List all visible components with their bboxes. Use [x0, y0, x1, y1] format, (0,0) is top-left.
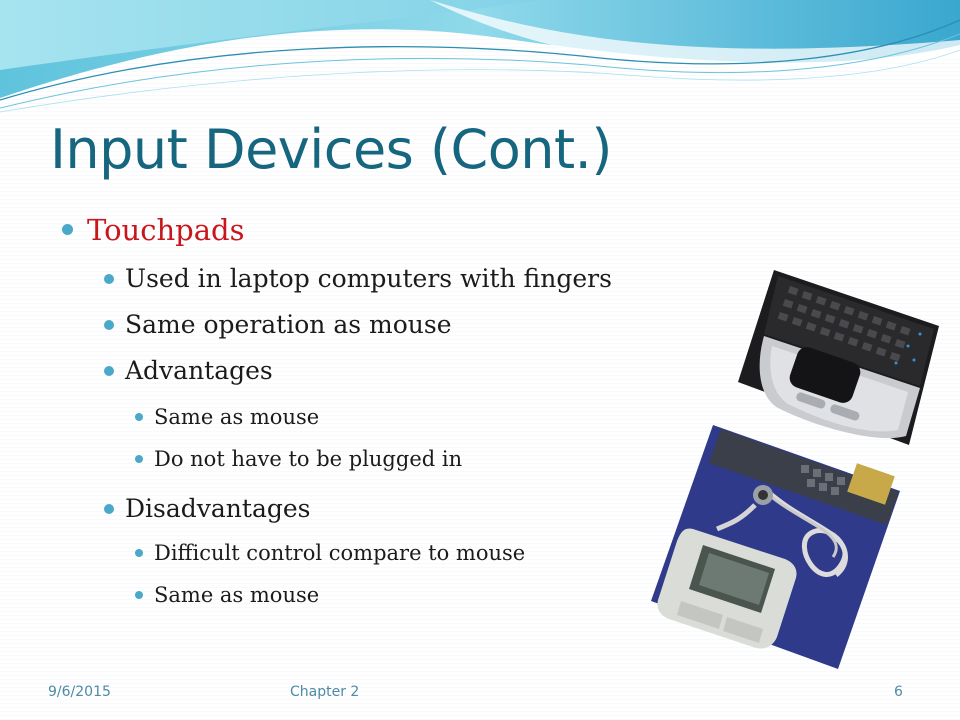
footer-page-number: 6 [894, 684, 903, 700]
bullet-text: Touchpads [87, 213, 245, 247]
bullet-text: Used in laptop computers with fingers [125, 264, 612, 293]
bullet-dot-icon [62, 224, 73, 235]
bullet-text: Advantages [125, 356, 273, 385]
bullet-text: Same as mouse [154, 405, 320, 429]
header-wave-decoration [0, 0, 960, 120]
bullet-disadvantages [60, 486, 700, 532]
bullet-dot-icon [104, 274, 114, 284]
bullet-list [60, 210, 700, 616]
bullet-dot-icon [135, 591, 143, 599]
laptop-touchpad-photo [738, 268, 940, 446]
bullet-adv-same-as-mouse [60, 396, 700, 438]
external-touchpad-photo [651, 425, 901, 670]
bullet-dot-icon [135, 549, 143, 557]
bullet-text: Same operation as mouse [125, 310, 452, 339]
bullet-dot-icon [135, 455, 143, 463]
footer-chapter: Chapter 2 [290, 684, 360, 700]
bullet-dot-icon [104, 320, 114, 330]
bullet-dot-icon [104, 504, 114, 514]
bullet-dot-icon [104, 366, 114, 376]
slide-title: Input Devices (Cont.) [50, 118, 612, 181]
bullet-text: Disadvantages [125, 494, 311, 523]
bullet-text: Do not have to be plugged in [154, 447, 463, 471]
bullet-advantages [60, 348, 700, 394]
bullet-text: Same as mouse [154, 583, 320, 607]
bullet-no-plug [60, 438, 700, 480]
bullet-touchpads [60, 210, 700, 250]
bullet-text: Difficult control compare to mouse [154, 541, 526, 565]
bullet-laptop-fingers [60, 256, 700, 302]
footer-date: 9/6/2015 [48, 684, 111, 700]
bullet-difficult-control [60, 532, 700, 574]
bullet-dot-icon [135, 413, 143, 421]
bullet-same-operation [60, 302, 700, 348]
bullet-dis-same-as-mouse [60, 574, 700, 616]
